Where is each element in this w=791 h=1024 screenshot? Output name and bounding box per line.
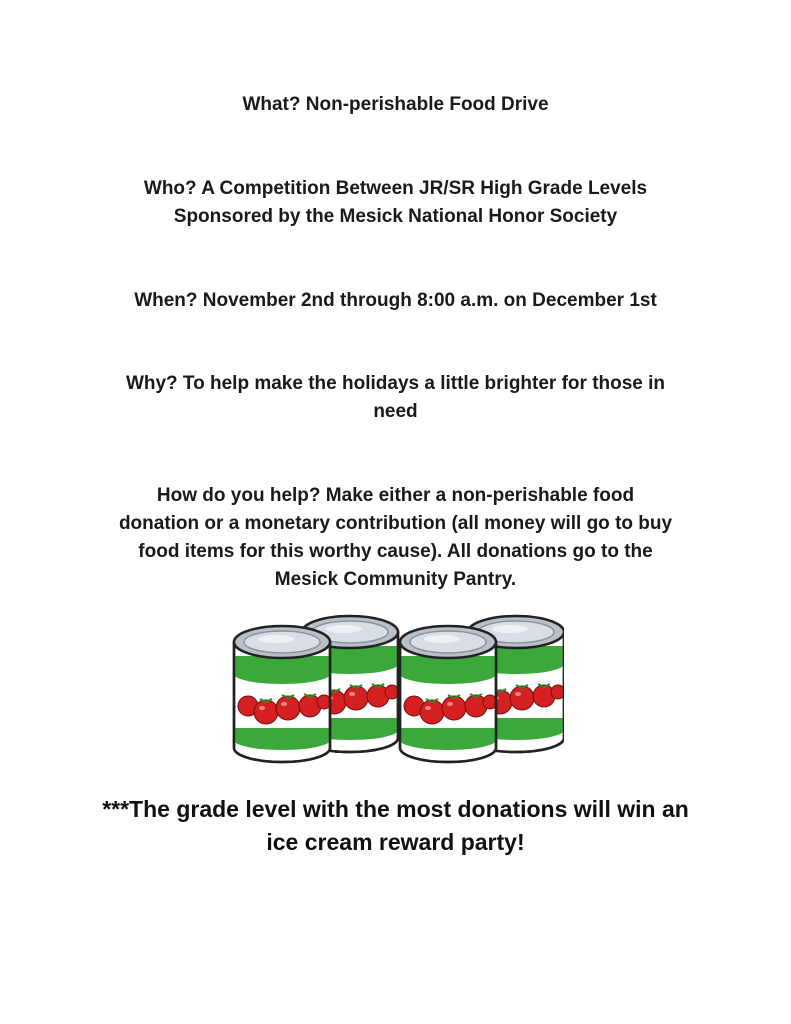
canned-tomatoes-icon [228, 606, 564, 766]
reward-line-1: ***The grade level with the most donations will win an [102, 796, 689, 822]
can-front-left [234, 626, 331, 762]
reward-line-2: ice cream reward party! [266, 829, 525, 855]
when-text: When? November 2nd through 8:00 a.m. on December 1st [134, 290, 657, 311]
why-line-1: Why? To help make the holidays a little brighter for those in [125, 373, 666, 394]
how-line-4: Mesick Community Pantry. [274, 569, 517, 590]
what-text: What? Non-perishable Food Drive [242, 94, 549, 115]
who-paragraph [0, 175, 791, 231]
can-front-right [400, 626, 497, 762]
how-line-3: food items for this worthy cause). All donations go to the [138, 541, 653, 562]
how-line-2: donation or a monetary contribution (all money will go to buy [118, 513, 673, 534]
why-paragraph [0, 370, 791, 426]
what-paragraph [0, 91, 791, 119]
reward-announcement [0, 793, 791, 859]
why-line-2: need [373, 401, 418, 422]
how-line-1: How do you help? Make either a non-perishable food [156, 485, 635, 506]
when-paragraph [0, 287, 791, 315]
who-line-1: Who? A Competition Between JR/SR High Grade Levels [143, 178, 648, 199]
who-line-2: Sponsored by the Mesick National Honor Society [173, 206, 618, 227]
how-paragraph [0, 482, 791, 594]
